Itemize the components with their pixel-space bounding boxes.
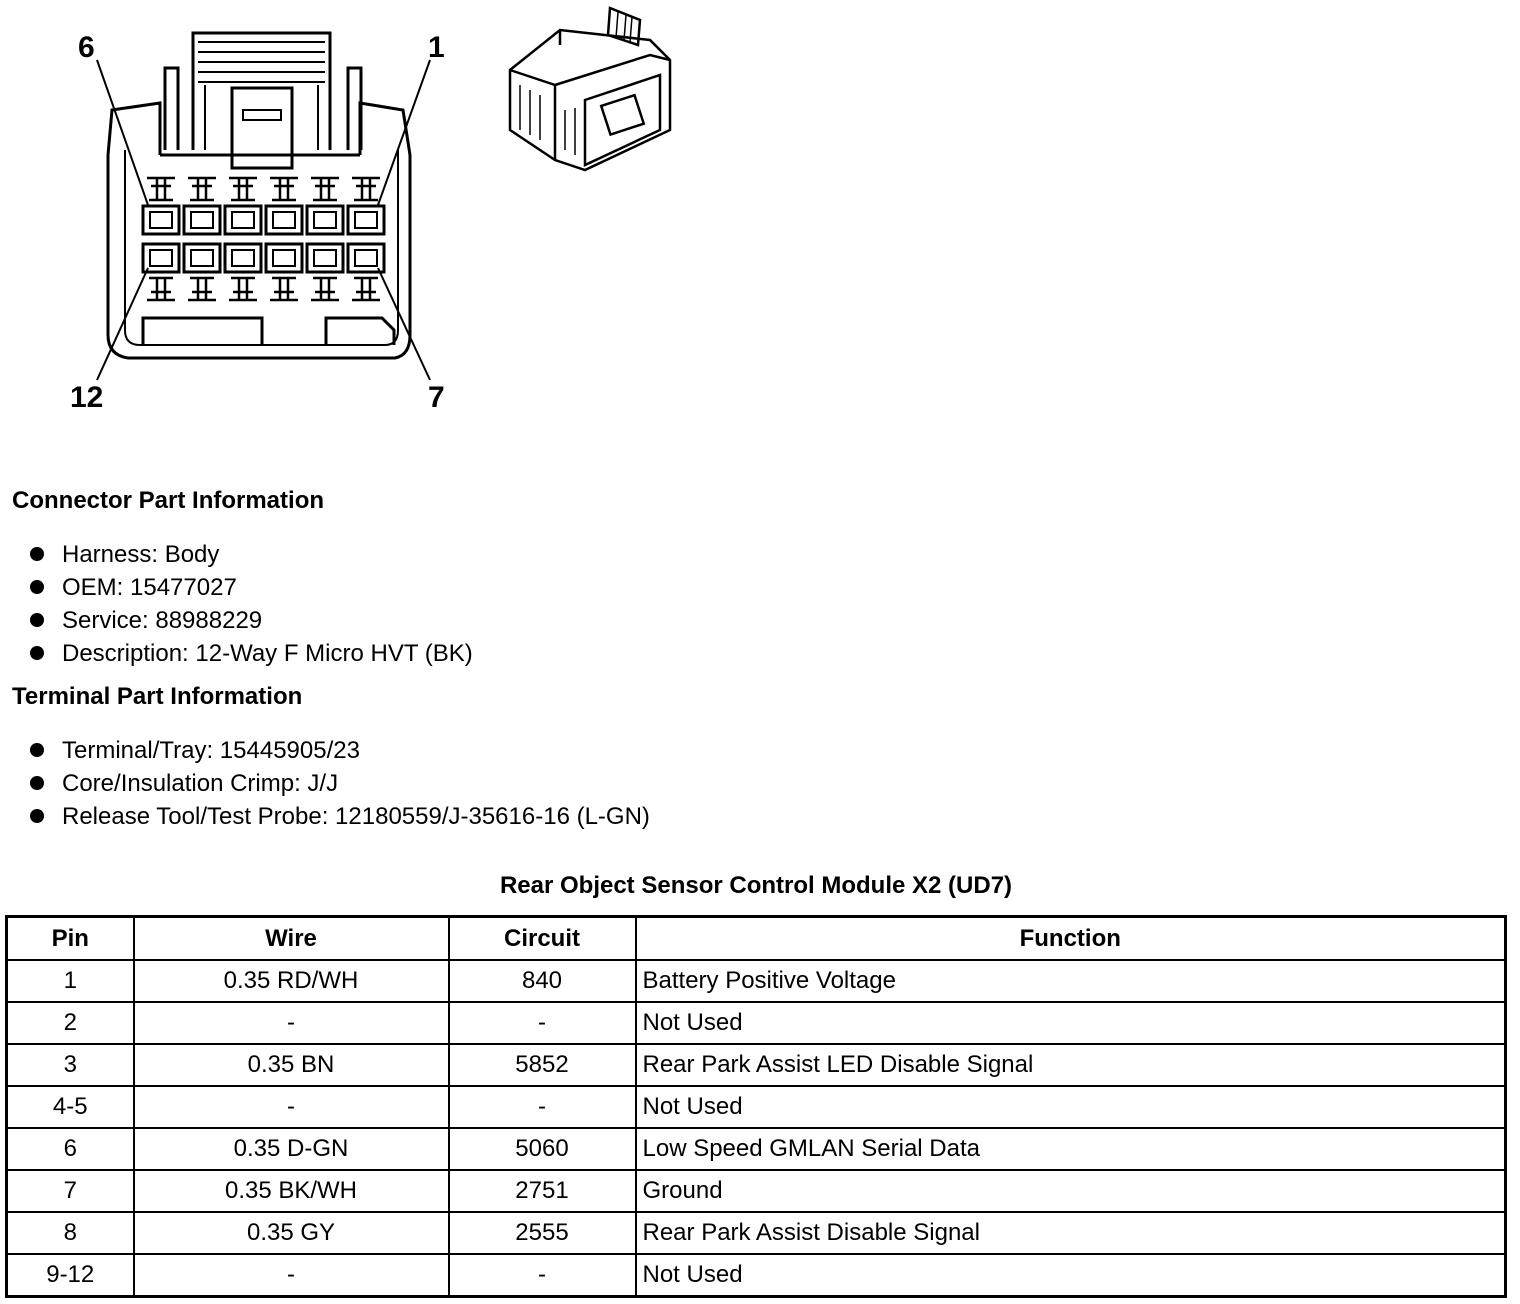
pin-label-7: 7 — [428, 381, 445, 414]
cavity-lower — [184, 244, 220, 272]
cavity-lower-inner — [232, 250, 254, 266]
list-item: Description: 12-Way F Micro HVT (BK) — [30, 637, 473, 670]
terminal-retainer-bottom — [147, 278, 175, 300]
terminal-retainer-bottom — [352, 278, 380, 300]
pin-cell: 8 — [7, 1212, 134, 1254]
column-header-wire: Wire — [134, 917, 449, 961]
cavity-upper — [184, 206, 220, 234]
pin-cell: 1 — [7, 960, 134, 1002]
list-item: Service: 88988229 — [30, 604, 473, 637]
cavity-lower-inner — [355, 250, 377, 266]
bullet-icon — [30, 613, 44, 627]
table-row — [7, 1254, 1506, 1297]
terminal-retainer-bottom — [311, 278, 339, 300]
terminal-retainer-top — [188, 178, 216, 200]
cavity-lower — [225, 244, 261, 272]
wire-cell: 0.35 D-GN — [134, 1128, 449, 1170]
connector-face-diagram — [0, 0, 470, 430]
function-cell: Battery Positive Voltage — [636, 960, 1506, 1002]
terminal-retainer-top — [270, 178, 298, 200]
cavity-upper — [225, 206, 261, 234]
table-row — [7, 1044, 1506, 1086]
cavity-upper-inner — [355, 212, 377, 228]
circuit-cell: 840 — [449, 960, 636, 1002]
cavity-lower — [143, 244, 179, 272]
pin-label-1: 1 — [428, 31, 445, 64]
column-header-circuit: Circuit — [449, 917, 636, 961]
circuit-cell: - — [449, 1086, 636, 1128]
terminal-retainer-top — [147, 178, 175, 200]
pin-label-6: 6 — [78, 31, 95, 64]
table-row — [7, 1212, 1506, 1254]
cavity-upper — [348, 206, 384, 234]
cavity-upper-inner — [314, 212, 336, 228]
pin-cell: 3 — [7, 1044, 134, 1086]
pin-cell: 4-5 — [7, 1086, 134, 1128]
cavity-lower-inner — [191, 250, 213, 266]
circuit-cell: 5060 — [449, 1128, 636, 1170]
bullet-icon — [30, 743, 44, 757]
pin-cell: 9-12 — [7, 1254, 134, 1297]
connector-part-info-list — [30, 538, 473, 670]
cavity-upper — [143, 206, 179, 234]
column-header-pin: Pin — [7, 917, 134, 961]
cavity-upper — [266, 206, 302, 234]
wire-cell: - — [134, 1254, 449, 1297]
circuit-cell: - — [449, 1002, 636, 1044]
circuit-cell: 5852 — [449, 1044, 636, 1086]
terminal-retainer-top — [352, 178, 380, 200]
wire-cell: - — [134, 1002, 449, 1044]
list-item: Release Tool/Test Probe: 12180559/J-35616-16 (L-GN) — [30, 800, 650, 833]
table-row — [7, 960, 1506, 1002]
pin-cell: 6 — [7, 1128, 134, 1170]
table-row — [7, 1128, 1506, 1170]
function-cell: Ground — [636, 1170, 1506, 1212]
wire-cell: 0.35 BK/WH — [134, 1170, 449, 1212]
cavity-upper-inner — [150, 212, 172, 228]
column-header-function: Function — [636, 917, 1506, 961]
terminal-retainer-bottom — [188, 278, 216, 300]
terminal-retainer-top — [229, 178, 257, 200]
function-cell: Not Used — [636, 1254, 1506, 1297]
connector-isometric-view — [500, 0, 680, 180]
table-row — [7, 1170, 1506, 1212]
list-item: OEM: 15477027 — [30, 571, 473, 604]
terminal-part-info-list — [30, 734, 650, 833]
cavity-lower — [266, 244, 302, 272]
terminal-retainer-bottom — [229, 278, 257, 300]
circuit-cell: 2555 — [449, 1212, 636, 1254]
function-cell: Not Used — [636, 1086, 1506, 1128]
cavity-upper-inner — [191, 212, 213, 228]
wire-cell: 0.35 GY — [134, 1212, 449, 1254]
circuit-cell: 2751 — [449, 1170, 636, 1212]
function-cell: Rear Park Assist Disable Signal — [636, 1212, 1506, 1254]
function-cell: Not Used — [636, 1002, 1506, 1044]
terminal-part-info-heading: Terminal Part Information — [12, 683, 303, 710]
wire-cell: 0.35 BN — [134, 1044, 449, 1086]
cavity-lower — [307, 244, 343, 272]
bullet-icon — [30, 809, 44, 823]
circuit-cell: - — [449, 1254, 636, 1297]
cavity-upper — [307, 206, 343, 234]
terminal-retainer-bottom — [270, 278, 298, 300]
cavity-lower-inner — [314, 250, 336, 266]
list-item: Core/Insulation Crimp: J/J — [30, 767, 650, 800]
wire-cell: 0.35 RD/WH — [134, 960, 449, 1002]
table-row — [7, 1002, 1506, 1044]
cavity-upper-inner — [232, 212, 254, 228]
cavity-lower-inner — [150, 250, 172, 266]
function-cell: Low Speed GMLAN Serial Data — [636, 1128, 1506, 1170]
list-item: Terminal/Tray: 15445905/23 — [30, 734, 650, 767]
bullet-icon — [30, 776, 44, 790]
pinout-table — [5, 915, 1507, 1298]
connector-part-info-heading: Connector Part Information — [12, 487, 325, 514]
bullet-icon — [30, 547, 44, 561]
table-title: Rear Object Sensor Control Module X2 (UD7) — [499, 872, 1013, 899]
pin-label-12: 12 — [70, 381, 104, 414]
bullet-icon — [30, 646, 44, 660]
bullet-icon — [30, 580, 44, 594]
list-item: Harness: Body — [30, 538, 473, 571]
table-row — [7, 1086, 1506, 1128]
pin-cell: 2 — [7, 1002, 134, 1044]
pin-cell: 7 — [7, 1170, 134, 1212]
terminal-retainer-top — [311, 178, 339, 200]
cavity-upper-inner — [273, 212, 295, 228]
table-header-row — [7, 917, 1506, 961]
cavity-lower-inner — [273, 250, 295, 266]
function-cell: Rear Park Assist LED Disable Signal — [636, 1044, 1506, 1086]
wire-cell: - — [134, 1086, 449, 1128]
